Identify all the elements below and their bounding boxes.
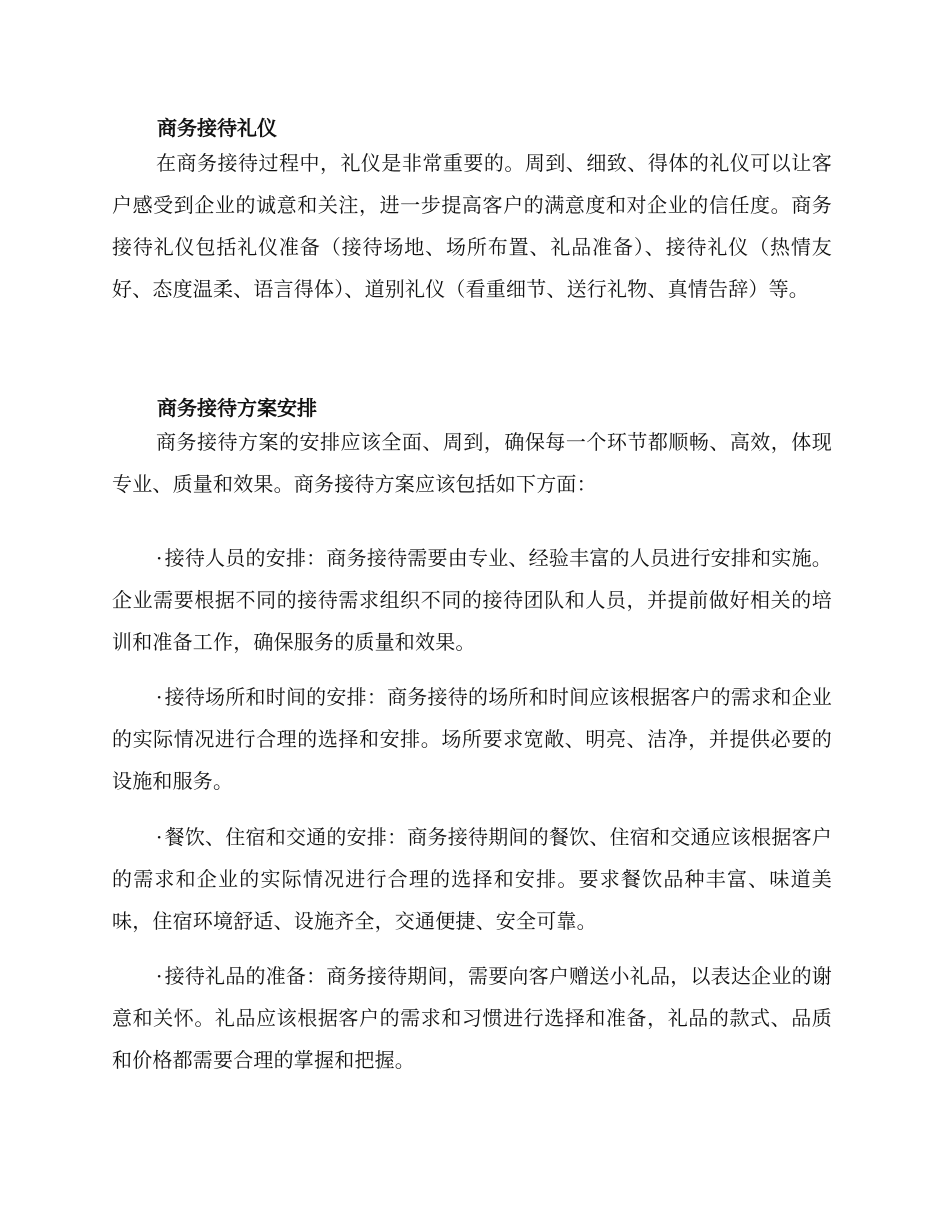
bullet-marker: ·	[156, 825, 163, 849]
bullet-text: 接待场所和时间的安排：商务接待的场所和时间应该根据客户的需求和企业的实际情况进行合理的选择和安排。场所要求宽敞、明亮、洁净，并提供必要的设施和服务。	[112, 685, 832, 793]
bullet-item-gifts	[112, 955, 832, 1081]
bullet-marker: ·	[156, 964, 163, 988]
section-heading-etiquette: 商务接待礼仪	[157, 116, 277, 140]
bullet-item-venue-time	[112, 676, 832, 802]
bullet-marker: ·	[156, 685, 163, 709]
paragraph-etiquette: 在商务接待过程中，礼仪是非常重要的。周到、细致、得体的礼仪可以让客户感受到企业的诚意和关注，进一步提高客户的满意度和对企业的信任度。商务接待礼仪包括礼仪准备（接待场地、场所布置、礼品准备）、接待礼仪（热情友好、态度温柔、语言得体）、道别礼仪（看重细节、送行礼物、真情告辞）等。	[112, 151, 832, 301]
bullet-item-staff	[112, 537, 832, 663]
bullet-marker: ·	[156, 546, 163, 570]
bullet-text: 接待礼品的准备：商务接待期间，需要向客户赠送小礼品，以表达企业的谢意和关怀。礼品应该根据客户的需求和习惯进行选择和准备，礼品的款式、品质和价格都需要合理的掌握和把握。	[112, 964, 832, 1072]
bullet-item-dining-lodging-transport	[112, 816, 832, 942]
bullet-text: 接待人员的安排：商务接待需要由专业、经验丰富的人员进行安排和实施。企业需要根据不同的接待需求组织不同的接待团队和人员，并提前做好相关的培训和准备工作，确保服务的质量和效果。	[112, 546, 832, 654]
paragraph-arrangement-intro: 商务接待方案的安排应该全面、周到，确保每一个环节都顺畅、高效，体现专业、质量和效果。商务接待方案应该包括如下方面：	[112, 430, 832, 496]
section-heading-arrangement: 商务接待方案安排	[157, 396, 317, 420]
bullet-text: 餐饮、住宿和交通的安排：商务接待期间的餐饮、住宿和交通应该根据客户的需求和企业的实际情况进行合理的选择和安排。要求餐饮品种丰富、味道美味，住宿环境舒适、设施齐全，交通便捷、安全可靠。	[112, 825, 832, 933]
